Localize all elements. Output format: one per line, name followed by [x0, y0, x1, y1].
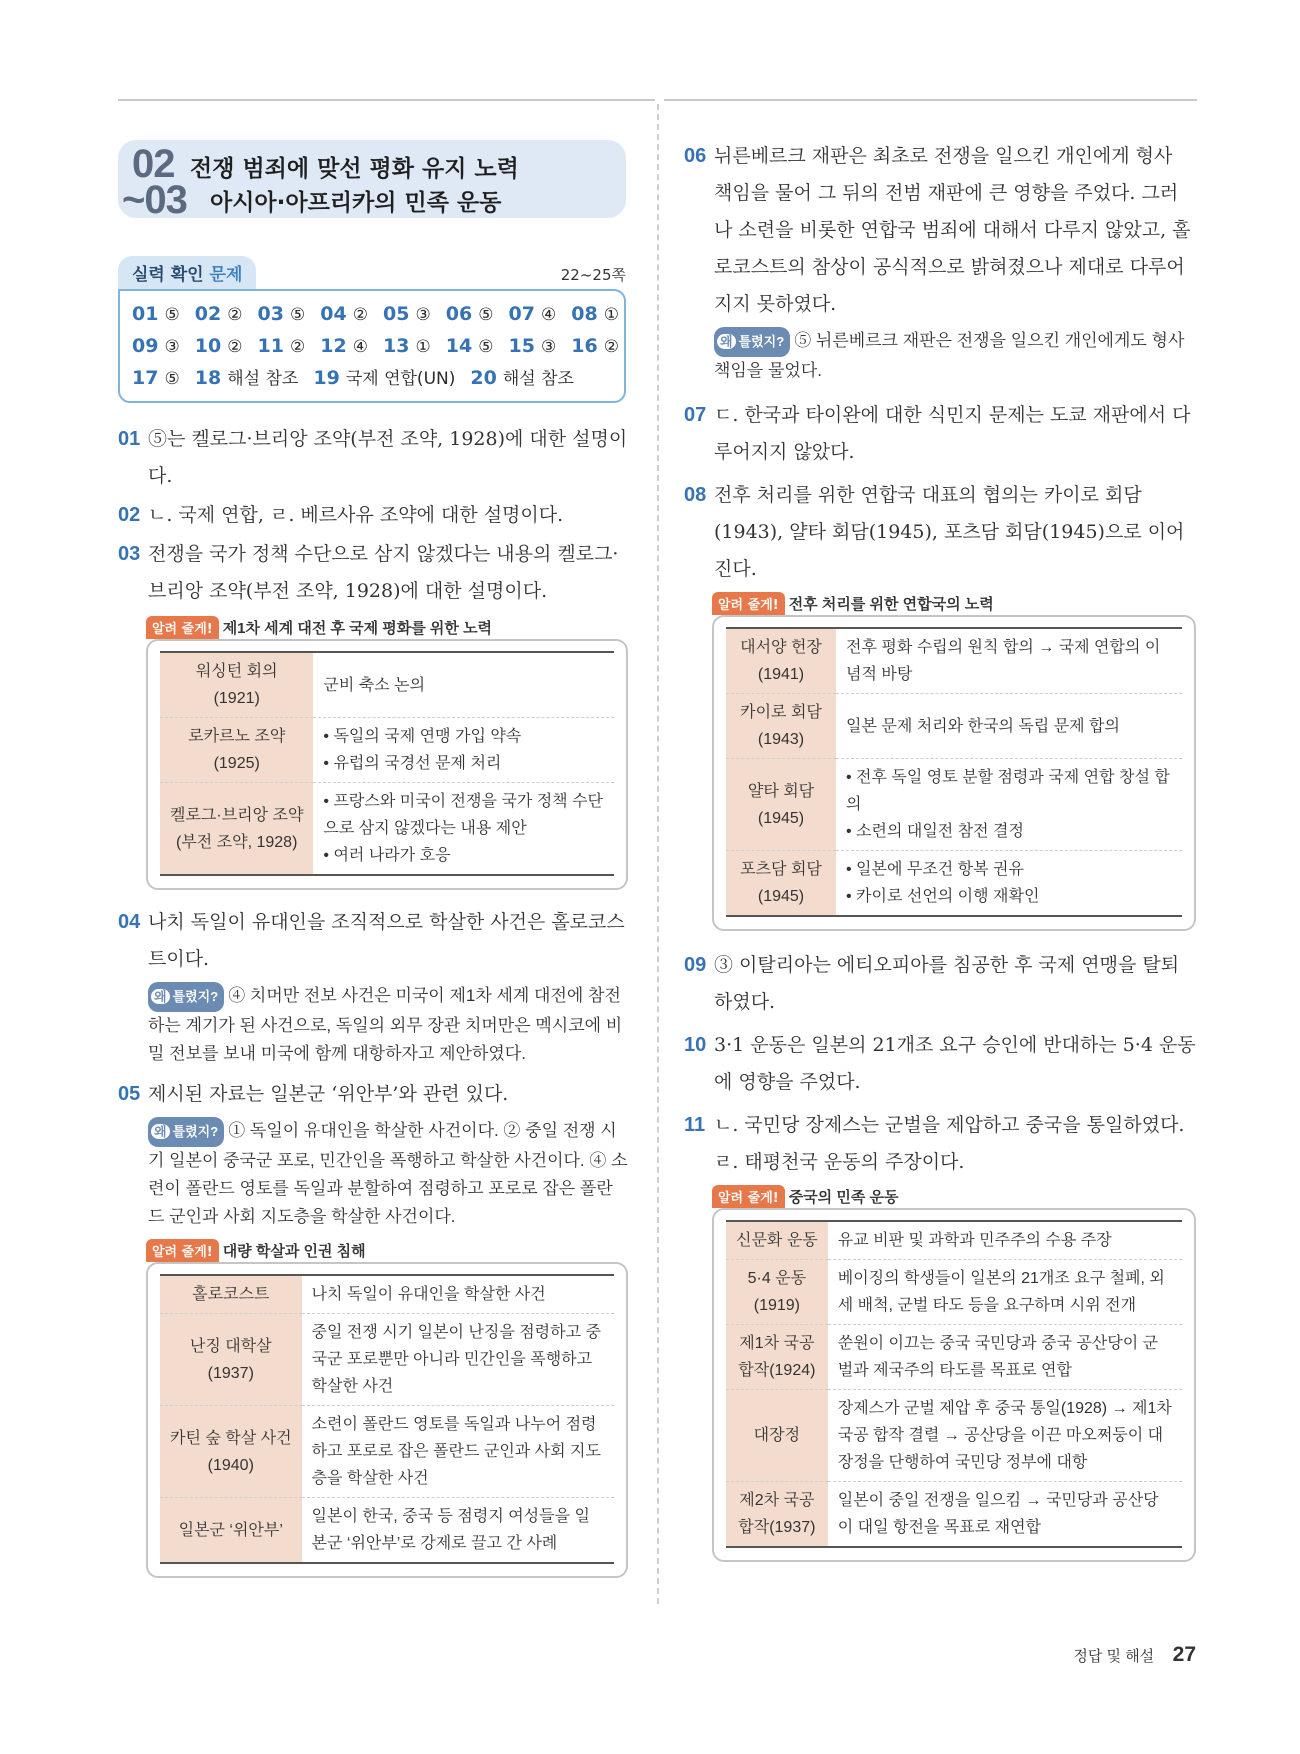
table-row [726, 759, 1182, 851]
item-02-text: ㄴ. 국제 연합, ㄹ. 베르사유 조약에 대한 설명이다. [148, 504, 564, 526]
table-row [726, 851, 1182, 917]
item-01: 01 ⑤는 켈로그·브리앙 조약(부전 조약, 1928)에 대한 설명이다. [118, 428, 628, 487]
item-07: 07 ㄷ. 한국과 타이완에 대한 식민지 문제는 도쿄 재판에서 다루어지지 않았다. [684, 404, 1191, 463]
note-2-title: 대량 학살과 인권 침해 [222, 1243, 366, 1260]
note-3-table [726, 627, 1182, 917]
answer-item: 13 ① [383, 335, 431, 357]
item-06-text: 뉘른베르크 재판은 최초로 전쟁을 일으킨 개인에게 형사 책임을 물어 그 뒤의 전범 재판에 큰 영향을 주었다. 그러나 소련을 비롯한 연합국 범죄에 대해서 다루지 않았고, 홀로코스트의 참상이 공식적으로 밝혀졌으나 제대로 다루어지지 못하였다. [714, 145, 1191, 315]
why-06-text: ⑤ 뉘른베르크 재판은 전쟁을 일으킨 개인에게도 형사 책임을 물었다. [714, 331, 1185, 380]
table-row [726, 1390, 1182, 1482]
note-4-title: 중국의 민족 운동 [788, 1189, 899, 1206]
why-badge: 왜 틀렸지? [714, 327, 790, 357]
table-key: 제1차 국공 합작(1924) [726, 1325, 828, 1390]
table-value: 군비 축소 논의 [313, 652, 614, 718]
answer-item: 10 ② [194, 335, 243, 357]
item-08: 08 전후 처리를 위한 연합국 대표의 협의는 카이로 회담(1943), 얄타 회담(1945), 포츠담 회담(1945)으로 이어진다. [684, 484, 1185, 580]
table-row [726, 1325, 1182, 1390]
footer-label: 정답 및 해설 [1073, 1648, 1155, 1665]
item-06: 06 뉘른베르크 재판은 최초로 전쟁을 일으킨 개인에게 형사 책임을 물어 그 뒤의 전범 재판에 큰 영향을 주었다. 그러나 소련을 비롯한 연합국 범죄에 대해서 다루지 않았고, 홀로코스트의 참상이 공식적으로 밝혀졌으나 제대로 다루어지지 못하였다. [684, 145, 1191, 315]
table-value: • 프랑스와 미국이 전쟁을 국가 정책 수단으로 삼지 않겠다는 내용 제안 • 여러 나라가 호응 [313, 783, 614, 876]
table-key: 일본군 ‘위안부’ [160, 1498, 302, 1564]
table-value: • 전후 독일 영토 분할 점령과 국제 연합 창설 합의 • 소련의 대일전 참전 결정 [836, 759, 1182, 851]
table-key: 얄타 회담 (1945) [726, 759, 836, 851]
table-key: 켈로그·브리앙 조약 (부전 조약, 1928) [160, 783, 313, 876]
table-value: 중일 전쟁 시기 일본이 난징을 점령하고 중국군 포로뿐만 아니라 민간인을 폭행하고 학살한 사건 [302, 1314, 614, 1406]
answer-item: 17 ⑤ [132, 367, 180, 389]
answer-item: 08 ① [571, 303, 619, 325]
answer-key-tab [118, 256, 256, 289]
table-row [726, 1221, 1182, 1260]
note-4 [684, 1185, 1196, 1562]
note-1 [118, 616, 628, 890]
column-divider [657, 104, 659, 1604]
table-value: 전후 평화 수립의 원칙 합의 → 국제 연합의 이념적 바탕 [836, 628, 1182, 694]
table-value: 일본 문제 처리와 한국의 독립 문제 합의 [836, 694, 1182, 759]
answer-item: 02 ② [194, 303, 243, 325]
answer-item: 15 ③ [508, 335, 557, 357]
answer-key-subtitle: 문제 [209, 265, 243, 285]
table-row [160, 783, 614, 876]
table-value: • 일본에 무조건 항복 권유 • 카이로 선언의 이행 재확인 [836, 851, 1182, 917]
answer-item: 05 ③ [383, 303, 431, 325]
item-05: 05 제시된 자료는 일본군 ‘위안부’와 관련 있다. [118, 1083, 509, 1105]
item-08-text: 전후 처리를 위한 연합국 대표의 협의는 카이로 회담(1943), 얄타 회담(1945), 포츠담 회담(1945)으로 이어진다. [714, 484, 1185, 580]
table-key: 대서양 헌장 (1941) [726, 628, 836, 694]
table-value: 일본이 중일 전쟁을 일으킴 → 국민당과 공산당이 대일 항전을 목표로 재연합 [828, 1482, 1182, 1548]
answer-item: 04 ② [320, 303, 368, 325]
left-column [118, 140, 628, 1578]
table-row [160, 718, 614, 783]
page-footer [1073, 1643, 1196, 1667]
section-number-start: 02 [132, 142, 175, 186]
table-row [160, 652, 614, 718]
note-3-title: 전후 처리를 위한 연합국의 노력 [788, 596, 994, 613]
answer-key-title: 실력 확인 [132, 265, 204, 285]
answer-item: 20 해설 참조 [470, 367, 574, 389]
why-05 [118, 1117, 628, 1231]
table-key: 카틴 숲 학살 사건 (1940) [160, 1406, 302, 1498]
table-key: 워싱턴 회의 (1921) [160, 652, 313, 718]
table-key: 5·4 운동 (1919) [726, 1260, 828, 1325]
table-value: • 독일의 국제 연맹 가입 약속 • 유럽의 국경선 문제 처리 [313, 718, 614, 783]
section-title-1: 전쟁 범죄에 맞선 평화 유지 노력 [190, 156, 519, 182]
answer-item: 11 ② [257, 335, 306, 357]
item-10: 10 3·1 운동은 일본의 21개조 요구 승인에 반대하는 5·4 운동에 영향을 주었다. [684, 1034, 1196, 1093]
why-badge: 왜 틀렸지? [148, 1117, 224, 1147]
note-2-tag: 알려 줄게! [146, 1239, 219, 1262]
table-key: 대장정 [726, 1390, 828, 1482]
item-09-text: ③ 이탈리아는 에티오피아를 침공한 후 국제 연맹을 탈퇴하였다. [714, 954, 1180, 1013]
note-2-table [160, 1274, 614, 1564]
answer-item: 09 ③ [132, 335, 180, 357]
item-07-text: ㄷ. 한국과 타이완에 대한 식민지 문제는 도쿄 재판에서 다루어지지 않았다. [714, 404, 1191, 463]
item-03-text: 전쟁을 국가 정책 수단으로 삼지 않겠다는 내용의 켈로그·브리앙 조약(부전 조약, 1928)에 대한 설명이다. [148, 543, 619, 602]
why-04 [118, 982, 628, 1068]
why-badge: 왜 틀렸지? [148, 982, 224, 1012]
table-key: 포츠담 회담 (1945) [726, 851, 836, 917]
note-3-tag: 알려 줄게! [712, 592, 785, 615]
table-key: 로카르노 조약 (1925) [160, 718, 313, 783]
note-1-table [160, 651, 614, 876]
answer-item: 03 ⑤ [257, 303, 306, 325]
table-row [160, 1498, 614, 1564]
section-title-2: 아시아·아프리카의 민족 운동 [210, 190, 502, 216]
answer-key [118, 256, 628, 403]
table-value: 유교 비판 및 과학과 민주주의 수용 주장 [828, 1221, 1182, 1260]
section-number-end: ~03 [122, 178, 187, 222]
item-04: 04 나치 독일이 유대인을 조직적으로 학살한 사건은 홀로코스트이다. [118, 911, 625, 970]
answer-item: 16 ② [571, 335, 619, 357]
why-04-text: ④ 치머만 전보 사건은 미국이 제1차 세계 대전에 참전하는 계기가 된 사건으로, 독일의 외무 장관 치머만은 멕시코에 비밀 전보를 보내 미국에 함께 대항하자고 제안하였다. [148, 986, 623, 1063]
page-number: 27 [1172, 1643, 1196, 1666]
answer-item: 14 ⑤ [445, 335, 494, 357]
note-3 [684, 592, 1196, 931]
top-rule-left [118, 99, 655, 101]
table-key: 카이로 회담 (1943) [726, 694, 836, 759]
table-row [726, 1482, 1182, 1548]
answer-key-box [118, 289, 626, 403]
top-rule-right [664, 99, 1197, 101]
table-value: 쑨원이 이끄는 중국 국민당과 중국 공산당이 군벌과 제국주의 타도를 목표로 연합 [828, 1325, 1182, 1390]
item-11-text: ㄴ. 국민당 장제스는 군벌을 제압하고 중국을 통일하였다. ㄹ. 태평천국 운동의 주장이다. [714, 1114, 1185, 1173]
answer-item: 06 ⑤ [445, 303, 494, 325]
why-06 [684, 327, 1196, 385]
answer-row [132, 363, 612, 395]
item-02: 02 ㄴ. 국제 연합, ㄹ. 베르사유 조약에 대한 설명이다. [118, 504, 564, 526]
table-row [160, 1275, 614, 1314]
note-1-title: 제1차 세계 대전 후 국제 평화를 위한 노력 [222, 620, 493, 637]
right-column [684, 138, 1196, 1562]
section-header [118, 140, 626, 222]
item-11: 11 ㄴ. 국민당 장제스는 군벌을 제압하고 중국을 통일하였다. ㄹ. 태평천국 운동의 주장이다. [684, 1114, 1185, 1173]
table-row [726, 1260, 1182, 1325]
table-value: 장제스가 군벌 제압 후 중국 통일(1928) → 제1차 국공 합작 결렬 → 공산당을 이끈 마오쩌둥이 대장정을 단행하여 국민당 정부에 대항 [828, 1390, 1182, 1482]
note-4-tag: 알려 줄게! [712, 1185, 785, 1208]
item-04-text: 나치 독일이 유대인을 조직적으로 학살한 사건은 홀로코스트이다. [148, 911, 625, 970]
answer-row [132, 299, 619, 331]
table-key: 제2차 국공 합작(1937) [726, 1482, 828, 1548]
note-2 [118, 1239, 628, 1578]
item-05-text: 제시된 자료는 일본군 ‘위안부’와 관련 있다. [148, 1083, 509, 1105]
answer-item: 01 ⑤ [132, 303, 180, 325]
answer-row [132, 331, 619, 363]
table-value: 소련이 폴란드 영토를 독일과 나누어 점령하고 포로로 잡은 폴란드 군인과 사회 지도층을 학살한 사건 [302, 1406, 614, 1498]
item-09: 09 ③ 이탈리아는 에티오피아를 침공한 후 국제 연맹을 탈퇴하였다. [684, 954, 1180, 1013]
table-value: 베이징의 학생들이 일본의 21개조 요구 철폐, 외세 배척, 군벌 타도 등을 요구하며 시위 전개 [828, 1260, 1182, 1325]
answer-key-pages: 22~25쪽 [560, 266, 626, 284]
item-01-text: ⑤는 켈로그·브리앙 조약(부전 조약, 1928)에 대한 설명이다. [148, 428, 628, 487]
answer-item: 19 국제 연합(UN) [313, 367, 456, 389]
answer-item: 18 해설 참조 [194, 367, 299, 389]
answer-item: 12 ④ [320, 335, 368, 357]
note-4-table [726, 1220, 1182, 1548]
table-key: 난징 대학살 (1937) [160, 1314, 302, 1406]
table-row [726, 694, 1182, 759]
item-10-text: 3·1 운동은 일본의 21개조 요구 승인에 반대하는 5·4 운동에 영향을 주었다. [714, 1034, 1196, 1093]
table-row [160, 1406, 614, 1498]
table-key: 홀로코스트 [160, 1275, 302, 1314]
table-row [160, 1314, 614, 1406]
table-row [726, 628, 1182, 694]
why-05-text: ① 독일이 유대인을 학살한 사건이다. ② 중일 전쟁 시기 일본이 중국군 포로, 민간인을 폭행하고 학살한 사건이다. ④ 소련이 폴란드 영토를 독일과 분할하여 점령하고 포로로 잡은 폴란드 군인과 사회 지도층을 학살한 사건이다. [148, 1121, 628, 1226]
item-03: 03 전쟁을 국가 정책 수단으로 삼지 않겠다는 내용의 켈로그·브리앙 조약(부전 조약, 1928)에 대한 설명이다. [118, 543, 619, 602]
table-value: 일본이 한국, 중국 등 점령지 여성들을 일본군 ‘위안부’로 강제로 끌고 간 사례 [302, 1498, 614, 1564]
answer-item: 07 ④ [508, 303, 557, 325]
note-1-tag: 알려 줄게! [146, 616, 219, 639]
table-key: 신문화 운동 [726, 1221, 828, 1260]
table-value: 나치 독일이 유대인을 학살한 사건 [302, 1275, 614, 1314]
